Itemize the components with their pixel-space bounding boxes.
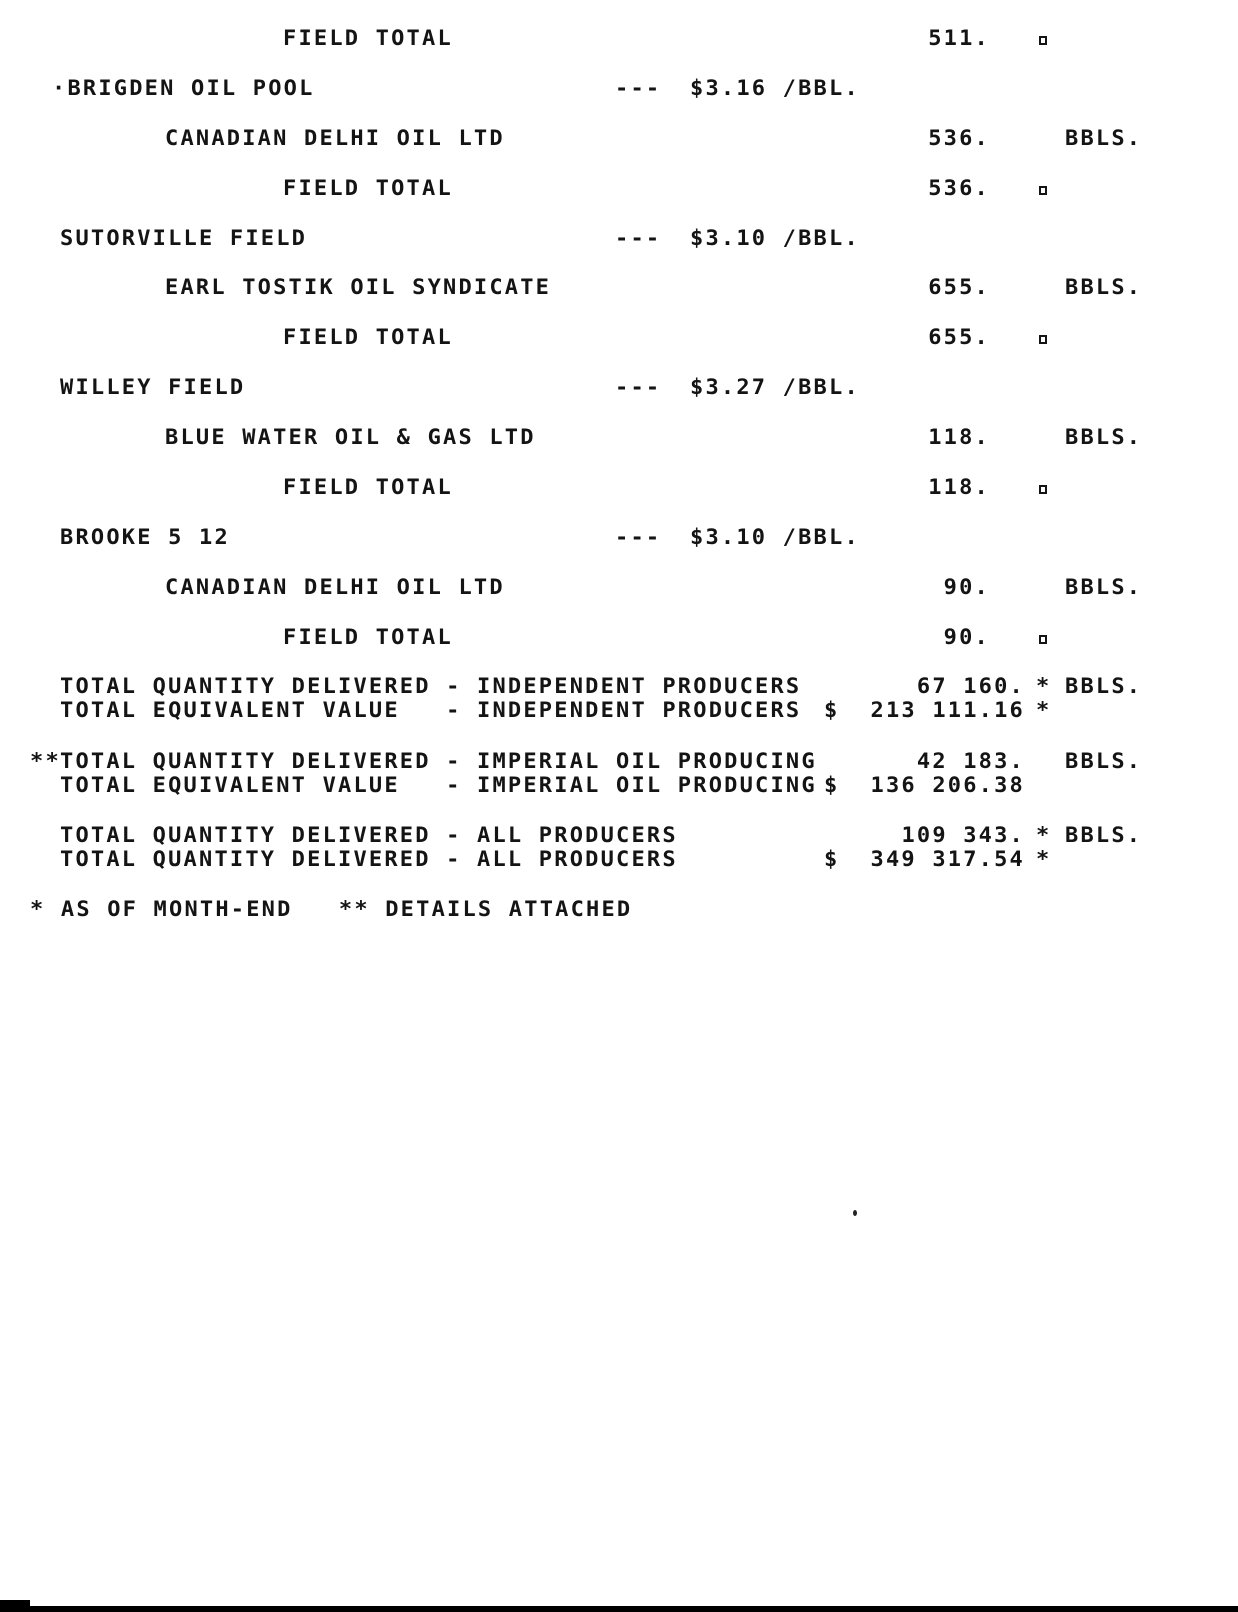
field-total-label: FIELD TOTAL	[283, 177, 453, 201]
total-label: TOTAL QUANTITY DELIVERED - IMPERIAL OIL PRODUCING	[60, 750, 817, 774]
field-total-label: FIELD TOTAL	[283, 476, 453, 500]
scan-speck	[853, 1210, 857, 1216]
price-per-barrel: $3.16 /BBL.	[690, 77, 860, 101]
price-per-barrel: $3.10 /BBL.	[690, 526, 860, 550]
unit-label: BBLS.	[1065, 675, 1143, 699]
field-name: SUTORVILLE FIELD	[60, 227, 308, 251]
price-per-barrel: $3.27 /BBL.	[690, 376, 860, 400]
field-total-qty: 118.	[928, 476, 990, 500]
producer-name: CANADIAN DELHI OIL LTD	[165, 576, 505, 600]
field-name: WILLEY FIELD	[60, 376, 246, 400]
scan-edge	[0, 1600, 30, 1612]
total-label: TOTAL QUANTITY DELIVERED - ALL PRODUCERS	[60, 848, 678, 872]
producer-name: BLUE WATER OIL & GAS LTD	[165, 426, 536, 450]
box-mark	[1039, 335, 1047, 344]
unit-label: BBLS.	[1065, 276, 1143, 300]
producer-qty: 90.	[943, 576, 990, 600]
total-dollar-sign: $	[824, 774, 840, 798]
unit-label: BBLS.	[1065, 576, 1143, 600]
unit-label: BBLS.	[1065, 750, 1143, 774]
field-total-qty: 655.	[928, 326, 990, 350]
total-value: 109 343.	[901, 824, 1025, 848]
producer-qty: 536.	[928, 127, 990, 151]
price-dash: ---	[615, 376, 662, 400]
producer-name: EARL TOSTIK OIL SYNDICATE	[165, 276, 552, 300]
producer-qty: 655.	[928, 276, 990, 300]
total-value: 136 206.38	[870, 774, 1025, 798]
field-total-label: FIELD TOTAL	[283, 326, 453, 350]
total-value: 349 317.54	[870, 848, 1025, 872]
total-value: 67 160.	[916, 675, 1025, 699]
details-attached-mark: **	[30, 750, 61, 774]
price-dash: ---	[615, 77, 662, 101]
unit-label: BBLS.	[1065, 824, 1143, 848]
unit-label: BBLS.	[1065, 127, 1143, 151]
month-end-star: *	[1036, 675, 1052, 699]
field-total-qty: 90.	[943, 626, 990, 650]
total-dollar-sign: $	[824, 848, 840, 872]
field-total-label: FIELD TOTAL	[283, 626, 453, 650]
total-label: TOTAL QUANTITY DELIVERED - INDEPENDENT PRODUCERS	[60, 675, 802, 699]
footnote: * AS OF MONTH-END ** DETAILS ATTACHED	[30, 898, 633, 922]
total-label: TOTAL QUANTITY DELIVERED - ALL PRODUCERS	[60, 824, 678, 848]
producer-name: CANADIAN DELHI OIL LTD	[165, 127, 505, 151]
month-end-star: *	[1036, 699, 1052, 723]
field-total-qty: 511.	[928, 27, 990, 51]
total-dollar-sign: $	[824, 699, 840, 723]
box-mark	[1039, 635, 1047, 644]
total-label: TOTAL EQUIVALENT VALUE - INDEPENDENT PRODUCERS	[60, 699, 802, 723]
total-value: 42 183.	[916, 750, 1025, 774]
total-label: TOTAL EQUIVALENT VALUE - IMPERIAL OIL PRODUCING	[60, 774, 817, 798]
month-end-star: *	[1036, 848, 1052, 872]
unit-label: BBLS.	[1065, 426, 1143, 450]
scan-edge	[30, 1606, 1238, 1612]
box-mark	[1039, 186, 1047, 195]
box-mark	[1039, 485, 1047, 494]
price-per-barrel: $3.10 /BBL.	[690, 227, 860, 251]
total-value: 213 111.16	[870, 699, 1025, 723]
price-dash: ---	[615, 227, 662, 251]
month-end-star: *	[1036, 824, 1052, 848]
field-total-qty: 536.	[928, 177, 990, 201]
price-dash: ---	[615, 526, 662, 550]
box-mark	[1039, 36, 1047, 45]
field-name: ·BRIGDEN OIL POOL	[52, 77, 315, 101]
field-name: BROOKE 5 12	[60, 526, 230, 550]
producer-qty: 118.	[928, 426, 990, 450]
field-total-label: FIELD TOTAL	[283, 27, 453, 51]
